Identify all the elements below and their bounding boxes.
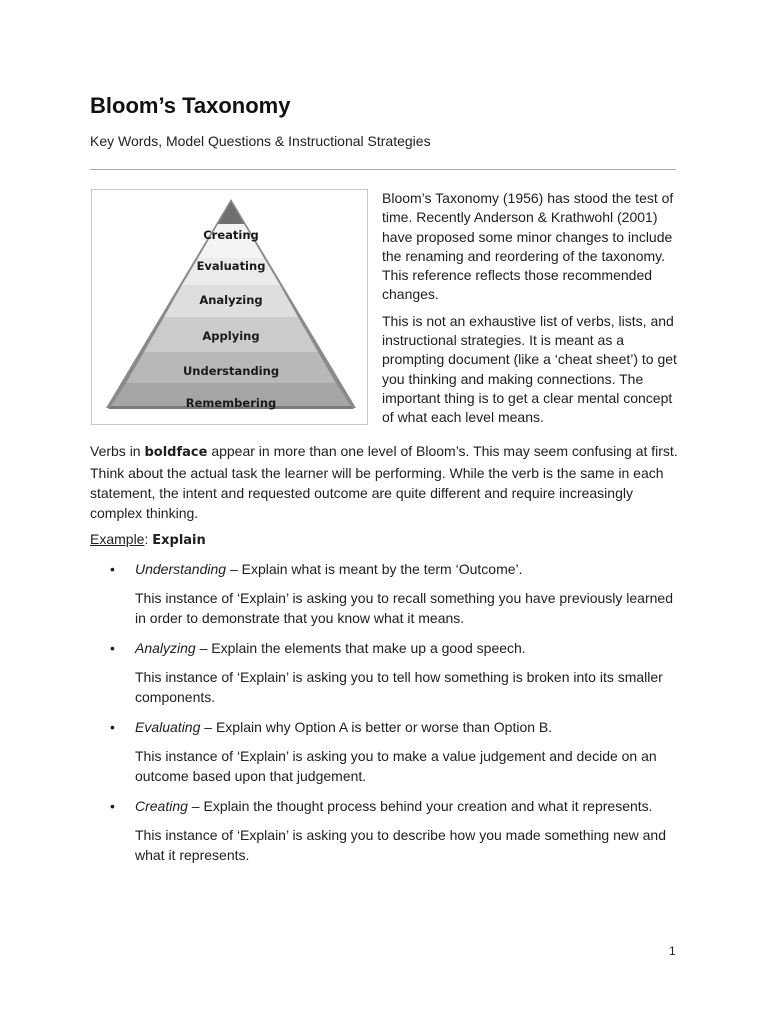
example-word: Explain [152, 533, 206, 548]
level-name: Analyzing [135, 640, 196, 656]
example-colon: : [144, 531, 153, 547]
pyramid-label-applying: Applying [202, 329, 260, 343]
pyramid-label-analyzing: Analyzing [199, 293, 263, 307]
bullet-icon: • [110, 719, 115, 735]
example-description: This instance of ‘Explain’ is asking you to recall something you have previously learned in order to demonstrate that you know what it means. [135, 590, 673, 626]
example-label: Example [90, 531, 145, 547]
page-subtitle: Key Words, Model Questions & Instructional Strategies [90, 133, 431, 149]
level-name: Understanding [135, 561, 227, 577]
pyramid-label-creating: Creating [203, 228, 259, 242]
level-name: Evaluating [135, 719, 201, 735]
pyramid-label-evaluating: Evaluating [196, 259, 266, 273]
verbs-paragraph [90, 441, 680, 523]
example-list [90, 559, 690, 875]
intro-paragraph: Bloom’s Taxonomy (1956) has stood the test of time. Recently Anderson & Krathwohl (2001) have proposed some minor changes to include the renaming and reordering of the taxonomy. This reference reflects those recommended changes. [382, 190, 674, 303]
verbs-text-after: appear in more than one level of Bloom’s. This may seem confusing at first. Think about the actual task the learner will be performing. While the verb is the same in each statement, the intent and requested outcome are quite different and require increasingly complex thinking. [90, 443, 678, 521]
pyramid-label-understanding: Understanding [182, 364, 280, 378]
example-statement: – Explain why Option A is better or worse than Option B. [200, 719, 553, 735]
bullet-icon: • [110, 798, 115, 814]
example-statement: – Explain the thought process behind your creation and what it represents. [187, 798, 653, 814]
list-item [90, 559, 690, 628]
example-heading [90, 529, 680, 551]
page-number: 1 [669, 944, 676, 958]
boldface-word: boldface [144, 445, 208, 460]
list-item [90, 638, 690, 707]
pyramid-figure [91, 189, 368, 425]
pyramid-label-remembering: Remembering [185, 396, 277, 410]
level-name: Creating [135, 798, 188, 814]
example-description: This instance of ‘Explain’ is asking you to describe how you made something new and what it represents. [135, 827, 666, 863]
bullet-icon: • [110, 561, 115, 577]
intro-text [382, 189, 682, 435]
list-item [90, 796, 690, 865]
example-description: This instance of ‘Explain’ is asking you to tell how something is broken into its smaller components. [135, 669, 663, 705]
page-title: Bloom’s Taxonomy [90, 93, 291, 118]
example-statement: – Explain the elements that make up a good speech. [195, 640, 526, 656]
horizontal-divider [90, 169, 676, 170]
verbs-text-before: Verbs in [90, 443, 145, 459]
pyramid-diagram [92, 190, 367, 424]
example-description: This instance of ‘Explain’ is asking you to make a value judgement and decide on an outcome based upon that judgement. [135, 748, 657, 784]
list-item [90, 717, 690, 786]
bullet-icon: • [110, 640, 115, 656]
pyramid-apex [218, 202, 244, 224]
example-statement: – Explain what is meant by the term ‘Outcome’. [226, 561, 523, 577]
intro-paragraph: This is not an exhaustive list of verbs, lists, and instructional strategies. It is meant as a prompting document (like a ‘cheat sheet’) to get you thinking and making connections. The important thing is to get a clear mental concept of what each level means. [382, 312, 677, 426]
